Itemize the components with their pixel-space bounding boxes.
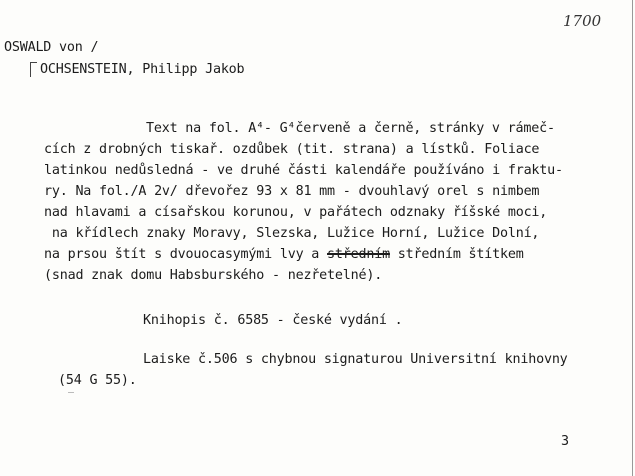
description-line: na křídlech znaky Moravy, Slezska, Lužice Horní, Lužice Dolní,	[44, 226, 540, 241]
description-line	[44, 247, 524, 263]
knihopis-reference: Knihopis č. 6585 - české vydání .	[143, 313, 403, 328]
corner-note: 1700	[563, 12, 602, 30]
laiske-reference: Laiske č.506 s chybnou signaturou Universitní knihovny	[143, 352, 568, 367]
surname-line: OCHSENSTEIN, Philipp Jakob	[40, 62, 245, 77]
page-number: 3	[561, 434, 569, 449]
line-text: středním štítkem	[389, 247, 524, 262]
laiske-shelfmark: (54 G 55).	[58, 373, 137, 388]
struck-word: středním	[327, 247, 390, 262]
description-line: (snad znak domu Habsburského - nezřetelné).	[44, 268, 383, 283]
bracket-mark	[30, 62, 37, 77]
description-line: ry. Na fol./A 2v/ dřevořez 93 x 81 mm - dvouhlavý orel s nimbem	[44, 184, 540, 199]
description-line: latinkou nedůsledná - ve druhé části kalendáře používáno i fraktu-	[44, 163, 563, 178]
card-edge	[632, 0, 633, 476]
description-line: cích z drobných tiskař. ozdůbek (tit. strana) a lístků. Foliace	[44, 142, 540, 157]
pencil-mark	[68, 392, 74, 393]
description-line: nad hlavami a císařskou korunou, v pařátech odznaky říšské moci,	[44, 205, 548, 220]
name-line: OSWALD von /	[4, 40, 99, 55]
line-text: na prsou štít s dvouocasymými lvy a	[44, 247, 328, 262]
description-line: Text na fol. A⁴- G⁴červeně a černě, stránky v rámeč-	[146, 121, 555, 136]
